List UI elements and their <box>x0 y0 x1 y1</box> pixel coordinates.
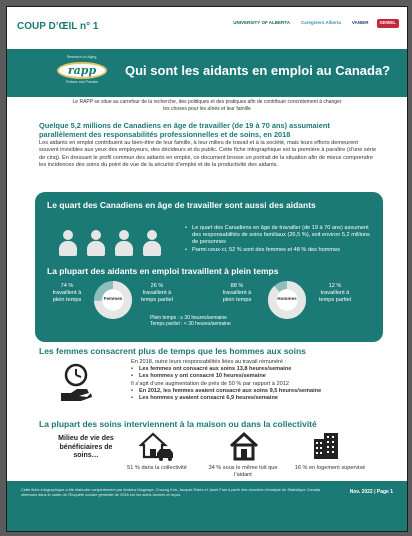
section3-bullet-men-2012: • Les hommes y avaient consacré 6,9 heures/semaine <box>131 395 371 402</box>
apartment-building-icon <box>311 431 341 461</box>
panel-heading-fulltime: La plupart des aidants en emploi travaillent à plein temps <box>47 266 279 276</box>
person-icon <box>57 230 79 258</box>
legend-parttime: Temps partiel : < 30 heures/semaine <box>150 321 231 328</box>
men-donut <box>267 280 307 320</box>
person-icon <box>141 230 163 258</box>
hours-legend <box>150 315 231 328</box>
panel-heading-quarter: Le quart des Canadiens en âge de travailler sont aussi des aidants <box>47 200 316 210</box>
footer-date-page: Nov. 2022 | Page 1 <box>349 489 393 495</box>
footer <box>7 481 407 531</box>
title-banner <box>7 49 407 97</box>
person-icon <box>113 230 135 258</box>
caregivers-alberta-logo: Caregivers Alberta <box>300 20 341 25</box>
women-fulltime-pct: 74 % <box>60 283 74 289</box>
section3-bullet-women-2012: • En 2012, les femmes avaient consacré aux soins 9,5 heures/semaine <box>131 388 371 395</box>
section4-title: La plupart des soins interviennent à la maison ou dans la collectivité <box>39 419 317 429</box>
women-fulltime-stat <box>47 283 87 303</box>
supervised-housing-caption: 16 % en logement supervisé <box>294 465 366 471</box>
section3-line-increase: Il s’agit d’une augmentation de près de 50 % par rapport à 2012 <box>131 380 289 387</box>
rapp-tagline-bottom: Policies and Practice <box>65 80 99 84</box>
rapp-tagline-top: Research on Aging, <box>66 55 98 59</box>
rapp-wordmark: rapp <box>57 62 107 79</box>
issue-label: COUP D’ŒIL n° 1 <box>17 21 99 32</box>
section1-title: Quelque 5,2 millions de Canadiens en âge de travailler (de 19 à 70 ans) assumaient parallèlement des responsabilités professionnelles et de soins, en 2018 <box>39 121 330 139</box>
footer-credits: Cette fiche infographique a été élaborée conjointement par Andrew Magnaye, Choong Kim, Jacquie Eales et Janet Fast à partir des données d’analyse de Statistique Canada obtenues dans le cadre de l’Enquête sociale générale de 2018 sur les soins donnés et reçus. <box>21 487 321 497</box>
stats-panel <box>35 192 383 342</box>
ualberta-logo: UNIVERSITY OF ALBERTA <box>233 20 290 25</box>
mission-line-1: Le RAPP se situe au carrefour de la recherche, des politiques et des pratiques afin de contribuer concrètement à changer <box>72 99 342 105</box>
women-donut <box>93 280 133 320</box>
men-parttime-label: travaillent à temps partiel <box>318 289 352 303</box>
panel-bullets <box>185 225 375 255</box>
mission-line-2: les choses pour les aînés et leur famille <box>163 106 251 112</box>
page-title: Qui sont les aidants en emploi au Canada? <box>125 63 391 78</box>
same-roof-caption: 34 % sous le même toit que l’aidant <box>208 465 278 478</box>
women-parttime-label: travaillent à temps partiel <box>140 289 174 303</box>
section3-bullet-men-2018: • Les hommes y ont consacré 10 heures/semaine <box>131 373 371 380</box>
legend-fulltime: Plein temps : ≥ 30 heures/semaine <box>150 315 227 321</box>
women-parttime-pct: 26 % <box>150 283 164 289</box>
section1-body: Les aidants en emploi contribuent au bien-être de leur famille, à leur milieu de travail et à la société, mais leurs efforts demeurent souvent invisibles aux yeux des employeurs, des décideurs et du public. Cette fiche infographique est la première à paraître (d’une série de cinq). En dressant le profil commun des aidants en emploi, ce document brosse un portrait de la situation afin de mieux comprendre les incidences des soins du point de vue de la sécurité d’emploi et de la productivité des aidants. <box>39 140 377 168</box>
person-icon <box>85 230 107 258</box>
men-parttime-pct: 12 % <box>328 283 342 289</box>
home-icon <box>229 431 259 461</box>
section3-body <box>131 359 371 402</box>
rapp-logo <box>53 55 111 85</box>
panel-bullet-2: • Parmi ceux-ci, 52 % sont des femmes et 48 % des hommes <box>185 247 375 254</box>
women-parttime-stat <box>137 283 177 303</box>
vanier-logo: VANIER <box>351 20 369 25</box>
men-parttime-stat <box>315 283 355 303</box>
header <box>7 7 407 47</box>
section3-bullet-women-2018: • Les femmes ont consacré aux soins 13,8 heures/semaine <box>131 366 371 373</box>
men-fulltime-pct: 88 % <box>230 283 244 289</box>
gewel-logo: GEWEL <box>377 19 400 28</box>
house-car-icon <box>139 431 175 461</box>
living-setting-label: Milieu de vie des bénéficiaires de soins… <box>58 435 114 460</box>
women-fulltime-label: travaillent à plein temps <box>52 289 82 303</box>
community-caption: 51 % dans la collectivité <box>127 465 187 471</box>
men-fulltime-label: travaillent à plein temps <box>222 289 252 303</box>
section3-line-2018: En 2018, outre leurs responsabilités liées au travail rémunéré : <box>131 359 287 365</box>
women-donut-label: Femmes <box>103 296 123 301</box>
panel-bullet-1: • Le quart des Canadiens en âge de travailler (de 19 à 70 ans) assument des responsabilités de soins familiaux (26,5 %), soit environ 5,2 millions de personnes <box>185 225 375 246</box>
partner-logos <box>230 19 399 28</box>
mission-statement <box>7 99 407 119</box>
section3-title: Les femmes consacrent plus de temps que les hommes aux soins <box>39 346 306 356</box>
men-donut-label: Hommes <box>277 296 297 301</box>
clock-hand-icon <box>59 363 93 403</box>
infographic-page <box>6 6 408 532</box>
men-fulltime-stat <box>217 283 257 303</box>
